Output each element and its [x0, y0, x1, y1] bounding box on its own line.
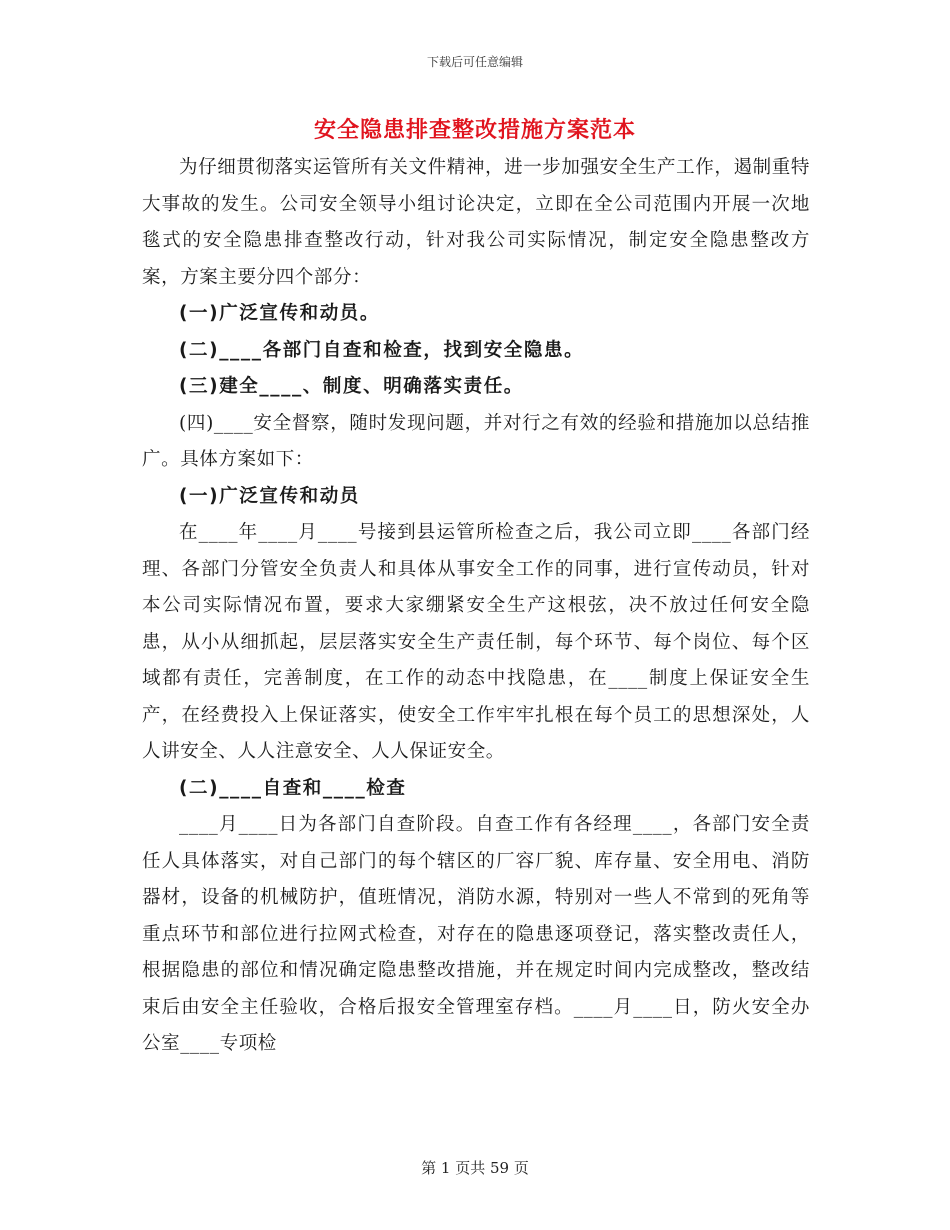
- section-1-paragraph: 在____年____月____号接到县运管所检查之后，我公司立即____各部门经理、各部门分管安全负责人和具体从事安全工作的同事，进行宣传动员，针对本公司实际情况布置，要求大家绷紧安全生产这根弦，决不放过任何安全隐患，从小从细抓起，层层落实安全生产责任制，每个环节、每个岗位、每个区域都有责任，完善制度，在工作的动态中找隐患，在____制度上保证安全生产，在经费投入上保证落实，使安全工作牢牢扎根在每个员工的思想深处，人人讲安全、人人注意安全、人人保证安全。: [142, 522, 810, 762]
- outline-item-1: (一)广泛宣传和动员。: [179, 303, 381, 324]
- document-body: [142, 150, 810, 1063]
- section-2-paragraph: ____月____日为各部门自查阶段。自查工作有各经理____，各部门安全责任人具体落实，对自己部门的每个辖区的厂容厂貌、库存量、安全用电、消防器材，设备的机械防护，值班情况，消防水源，特别对一些人不常到的死角等重点环节和部位进行拉网式检查，对存在的隐患逐项登记，落实整改责任人，根据隐患的部位和情况确定隐患整改措施，并在规定时间内完成整改，整改结束后由安全主任验收，合格后报安全管理室存档。____月____日，防火安全办公室____专项检: [142, 814, 810, 1054]
- outline-item-2: (二)____各部门自查和检查，找到安全隐患。: [179, 339, 585, 361]
- document-title: 安全隐患排查整改措施方案范本: [313, 118, 636, 143]
- page-footer: 第 1 页共 59 页: [421, 1159, 529, 1177]
- outline-item-4: (四)____安全督察，随时发现问题，并对行之有效的经验和措施加以总结推广。具体方案如下：: [142, 412, 810, 470]
- header-note: 下载后可任意编辑: [426, 55, 523, 69]
- section-heading-2: (二)____自查和____检查: [179, 777, 407, 799]
- outline-item-3: (三)建全____、制度、明确落实责任。: [179, 376, 524, 397]
- intro-paragraph: 为仔细贯彻落实运管所有关文件精神，进一步加强安全生产工作，遏制重特大事故的发生。公司安全领导小组讨论决定，立即在全公司范围内开展一次地毯式的安全隐患排查整改行动，针对我公司实际情况，制定安全隐患整改方案，方案主要分四个部分：: [142, 157, 810, 288]
- section-heading-1: (一)广泛宣传和动员: [179, 485, 360, 507]
